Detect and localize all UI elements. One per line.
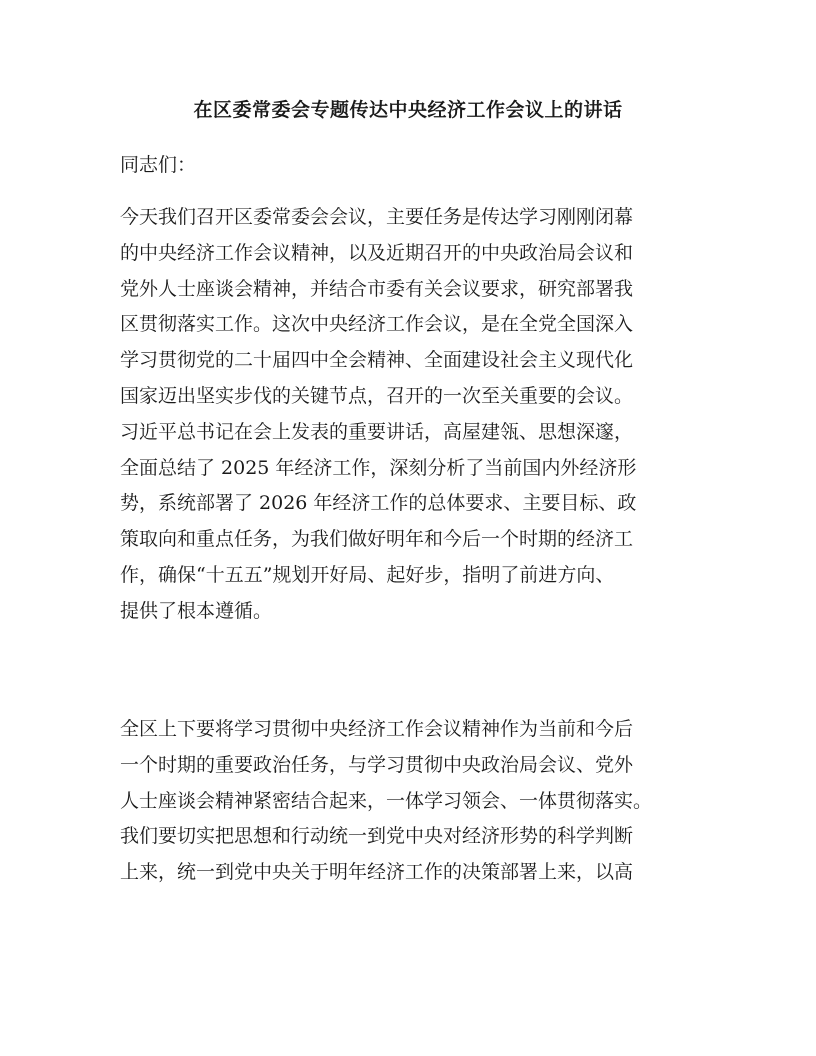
paragraph-line: 区贯彻落实工作。这次中央经济工作会议，是在全党全国深入 (120, 313, 634, 336)
paragraph-line: 我们要切实把思想和行动统一到党中央对经济形势的科学判断 (120, 825, 634, 848)
paragraph-2 (120, 712, 720, 891)
paragraph-line: 全区上下要将学习贯彻中央经济工作会议精神作为当前和今后 (120, 718, 634, 740)
paragraph-line: 提供了根本遵循。 (120, 599, 273, 622)
paragraph-line: 势，系统部署了 2026 年经济工作的总体要求、主要目标、政 (120, 492, 637, 515)
paragraph-1 (120, 200, 720, 630)
paragraph-line: 策取向和重点任务，为我们做好明年和今后一个时期的经济工 (120, 528, 634, 551)
salutation: 同志们： (120, 154, 197, 176)
paragraph-line: 的中央经济工作会议精神，以及近期召开的中央政治局会议和 (120, 241, 634, 264)
paragraph-line: 党外人士座谈会精神，并结合市委有关会议要求，研究部署我 (120, 277, 634, 300)
paragraph-line: 国家迈出坚实步伐的关键节点，召开的一次至关重要的会议。 (120, 384, 634, 407)
paragraph-line: 上来，统一到党中央关于明年经济工作的决策部署上来，以高 (120, 861, 634, 884)
paragraph-line: 全面总结了 2025 年经济工作，深刻分析了当前国内外经济形 (120, 456, 637, 479)
paragraph-line: 习近平总书记在会上发表的重要讲话，高屋建瓴、思想深邃， (120, 420, 634, 443)
paragraph-line: 学习贯彻党的二十届四中全会精神、全面建设社会主义现代化 (120, 349, 634, 372)
paragraph-line: 作，确保“十五五”规划开好局、起好步，指明了前进方向、 (120, 563, 615, 586)
page-title: 在区委常委会专题传达中央经济工作会议上的讲话 (193, 99, 623, 121)
paragraph-line: 今天我们召开区委常委会会议，主要任务是传达学习刚刚闭幕 (120, 206, 634, 228)
paragraph-line: 人士座谈会精神紧密结合起来，一体学习领会、一体贯彻落实。 (120, 789, 653, 812)
paragraph-line: 一个时期的重要政治任务，与学习贯彻中央政治局会议、党外 (120, 753, 634, 776)
